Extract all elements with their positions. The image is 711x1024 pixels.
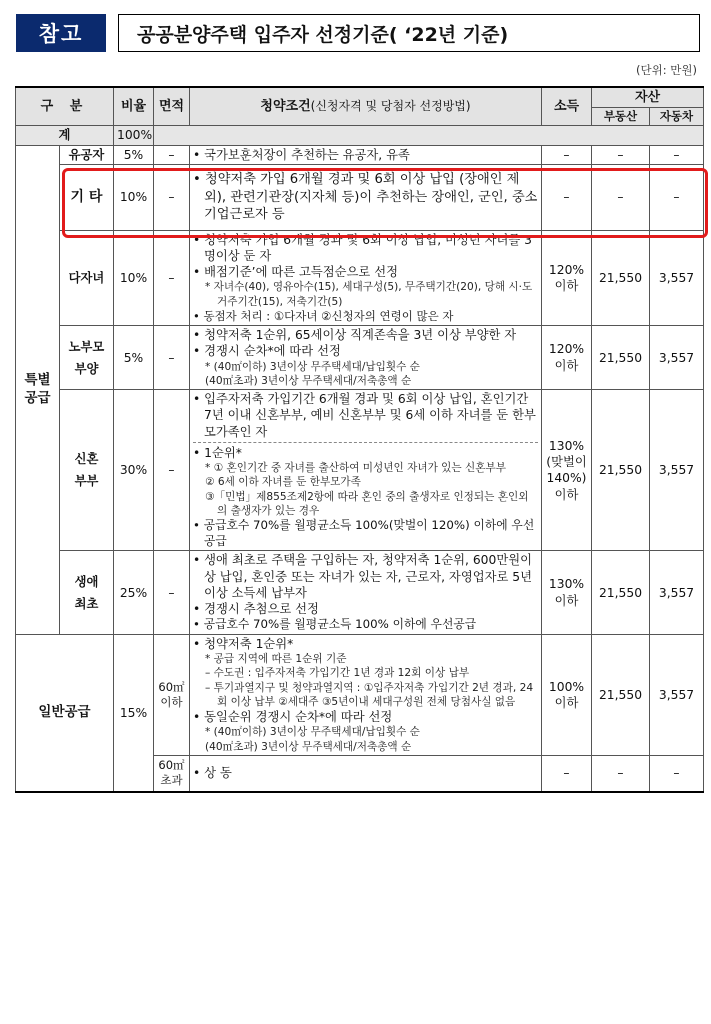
merit-income: – [542, 145, 592, 164]
elder-cond-3: * (40㎡이하) 3년이상 무주택세대/납입횟수 순 [205, 360, 420, 373]
first-income: 130% 이하 [542, 551, 592, 634]
first-cond-3: • 공급호수 70%를 월평균소득 100% 이하에 우선공급 [193, 617, 477, 632]
first-condition-cell [190, 551, 542, 634]
newlywed-cond-5: ③「민법」제855조제2항에 따라 혼인 중의 출생자로 인정되는 혼인외의 출생자가 있는 경우 [205, 490, 529, 517]
elder-label: 노부모 부양 [60, 326, 114, 390]
merit-label: 유공자 [60, 145, 114, 164]
total-empty [154, 126, 704, 145]
header-row-1 [16, 87, 704, 108]
selection-criteria-table [15, 86, 704, 793]
merit-area: – [154, 145, 190, 164]
merit-real-estate: – [592, 145, 650, 164]
newlywed-real-estate: 21,550 [592, 390, 650, 551]
merit-car: – [650, 145, 704, 164]
newlywed-cond-2: • 1순위* [193, 445, 242, 460]
elder-cond-1: • 청약저축 1순위, 65세이상 직계존속을 3년 이상 부양한 자 [193, 328, 517, 343]
total-row [16, 126, 704, 145]
multi-cond-2: • 배점기준’에 따른 고득점순으로 선정 [193, 265, 398, 280]
elder-condition-cell [190, 326, 542, 390]
reference-tag: 참고 [16, 14, 106, 52]
first-real-estate: 21,550 [592, 551, 650, 634]
newlywed-cond-1: • 입주자저축 가입기간 6개월 경과 및 6회 이상 납입, 혼인기간 7년 이내 신혼부부, 예비 신혼부부 및 6세 이하 자녀를 둔 한부모가족인 자 [193, 392, 536, 439]
elder-cond-2: • 경쟁시 순차*에 따라 선정 [193, 344, 341, 359]
general-cond-7: (40㎡초과) 3년이상 무주택세대/저축총액 순 [205, 740, 412, 753]
merit-condition: • 국가보훈처장이 추천하는 유공자, 유족 [190, 145, 542, 164]
first-cond-1: • 생애 최초로 주택을 구입하는 자, 청약저축 1순위, 600만원이상 납입, 혼인중 또는 자녀가 있는 자, 근로자, 자영업자로 5년이상 소득세 납부자 [193, 553, 532, 600]
general-condition-large: • 상 동 [190, 756, 542, 792]
newlywed-car: 3,557 [650, 390, 704, 551]
general-cond-2: * 공급 지역에 따른 1순위 기준 [205, 653, 347, 666]
first-car: 3,557 [650, 551, 704, 634]
header-area: 면적 [154, 87, 190, 126]
general-income-small: 100% 이하 [542, 634, 592, 755]
other-label: 기 타 [60, 164, 114, 230]
header-asset: 자산 [592, 87, 704, 108]
row-first-home [16, 551, 704, 634]
unit-label: (단위: 만원) [636, 63, 697, 77]
first-ratio: 25% [114, 551, 154, 634]
newlywed-cond-6: • 공급호수 70%를 월평균소득 100%(맞벌이 120%) 이하에 우선공급 [193, 518, 535, 548]
elder-income: 120% 이하 [542, 326, 592, 390]
general-cond-6: * (40㎡이하) 3년이상 무주택세대/납입횟수 순 [205, 726, 420, 739]
multi-label: 다자녀 [60, 230, 114, 325]
newlywed-label: 신혼 부부 [60, 390, 114, 551]
elder-real-estate: 21,550 [592, 326, 650, 390]
newlywed-divider [193, 442, 538, 443]
general-car-large: – [650, 756, 704, 792]
row-merit [16, 145, 704, 164]
general-condition-cell [190, 634, 542, 755]
page-title [118, 14, 700, 52]
first-cond-2: • 경쟁시 추첨으로 선정 [193, 602, 319, 617]
title-text: 공공분양주택 입주자 선정기준( ‘22년 기준) [137, 23, 509, 46]
general-real-estate-small: 21,550 [592, 634, 650, 755]
elder-area: – [154, 326, 190, 390]
newlywed-cond-4: ② 6세 이하 자녀를 둔 한부모가족 [205, 476, 361, 489]
newlywed-area: – [154, 390, 190, 551]
general-income-large: – [542, 756, 592, 792]
elder-ratio: 5% [114, 326, 154, 390]
merit-ratio: 5% [114, 145, 154, 164]
general-cond-1: • 청약저축 1순위* [193, 636, 294, 651]
header-real-estate: 부동산 [592, 108, 650, 126]
header-condition-sub: (신청자격 및 당첨자 선정방법) [310, 99, 471, 114]
general-ratio: 15% [114, 634, 154, 791]
row-elder-support [16, 326, 704, 390]
first-label: 생애 최초 [60, 551, 114, 634]
other-area: – [154, 164, 190, 230]
row-general-small [16, 634, 704, 755]
general-cond-4: – 투기과열지구 및 청약과열지역 : ①입주자저축 가입기간 2년 경과, 24회 이상 납부 ②세대주 ③5년이내 세대구성원 전체 당첨사실 없음 [205, 681, 534, 708]
row-other [16, 164, 704, 230]
other-condition: • 청약저축 가입 6개월 경과 및 6회 이상 납입 (장애인 제외), 관련기관장(지자체 등)이 추천하는 장애인, 군인, 중소기업근로자 등 [193, 172, 538, 222]
general-cond-3: – 수도권 : 입주자저축 가입기간 1년 경과 12회 이상 납부 [205, 667, 470, 680]
row-multi-child [16, 230, 704, 325]
multi-cond-3: * 자녀수(40), 영유아수(15), 세대구성(5), 무주택기간(20), 당해 시·도 거주기간(15), 저축기간(5) [205, 281, 533, 308]
general-cond-5: • 동일순위 경쟁시 순차*에 따라 선정 [193, 710, 393, 725]
header-category: 구 분 [16, 87, 114, 126]
newlywed-ratio: 30% [114, 390, 154, 551]
newlywed-income: 130% (맞벌이 140%) 이하 [542, 390, 592, 551]
multi-cond-4: • 동점자 처리 : ①다자녀 ②신청자의 연령이 많은 자 [193, 309, 454, 324]
other-ratio: 10% [114, 164, 154, 230]
header-car: 자동차 [650, 108, 704, 126]
total-ratio: 100% [114, 126, 154, 145]
newlywed-condition-cell [190, 390, 542, 551]
multi-car: 3,557 [650, 230, 704, 325]
general-area-large: 60㎡ 초과 [154, 756, 190, 792]
multi-income: 120% 이하 [542, 230, 592, 325]
first-area: – [154, 551, 190, 634]
other-car: – [650, 164, 704, 230]
other-income: – [542, 164, 592, 230]
multi-area: – [154, 230, 190, 325]
header-condition-main: 청약조건 [260, 99, 311, 115]
elder-car: 3,557 [650, 326, 704, 390]
other-real-estate: – [592, 164, 650, 230]
multi-real-estate: 21,550 [592, 230, 650, 325]
newlywed-cond-3: * ① 혼인기간 중 자녀를 출산하여 미성년인 자녀가 있는 신혼부부 [205, 462, 506, 475]
header-income: 소득 [542, 87, 592, 126]
special-supply-label: 특별 공급 [16, 145, 60, 634]
elder-cond-4: (40㎡초과) 3년이상 무주택세대/저축총액 순 [205, 374, 412, 387]
header-ratio: 비율 [114, 87, 154, 126]
row-newlywed [16, 390, 704, 551]
general-area-small: 60㎡ 이하 [154, 634, 190, 755]
multi-condition-cell [190, 230, 542, 325]
multi-ratio: 10% [114, 230, 154, 325]
general-car-small: 3,557 [650, 634, 704, 755]
general-real-estate-large: – [592, 756, 650, 792]
other-condition-cell [190, 164, 542, 230]
multi-cond-1: • 청약저축 가입 6개월 경과 및 6회 이상 납입, 미성년 자녀를 3명이상 둔 자 [193, 232, 532, 263]
general-label: 일반공급 [16, 634, 114, 791]
header-condition [190, 87, 542, 126]
total-label: 계 [16, 126, 114, 145]
